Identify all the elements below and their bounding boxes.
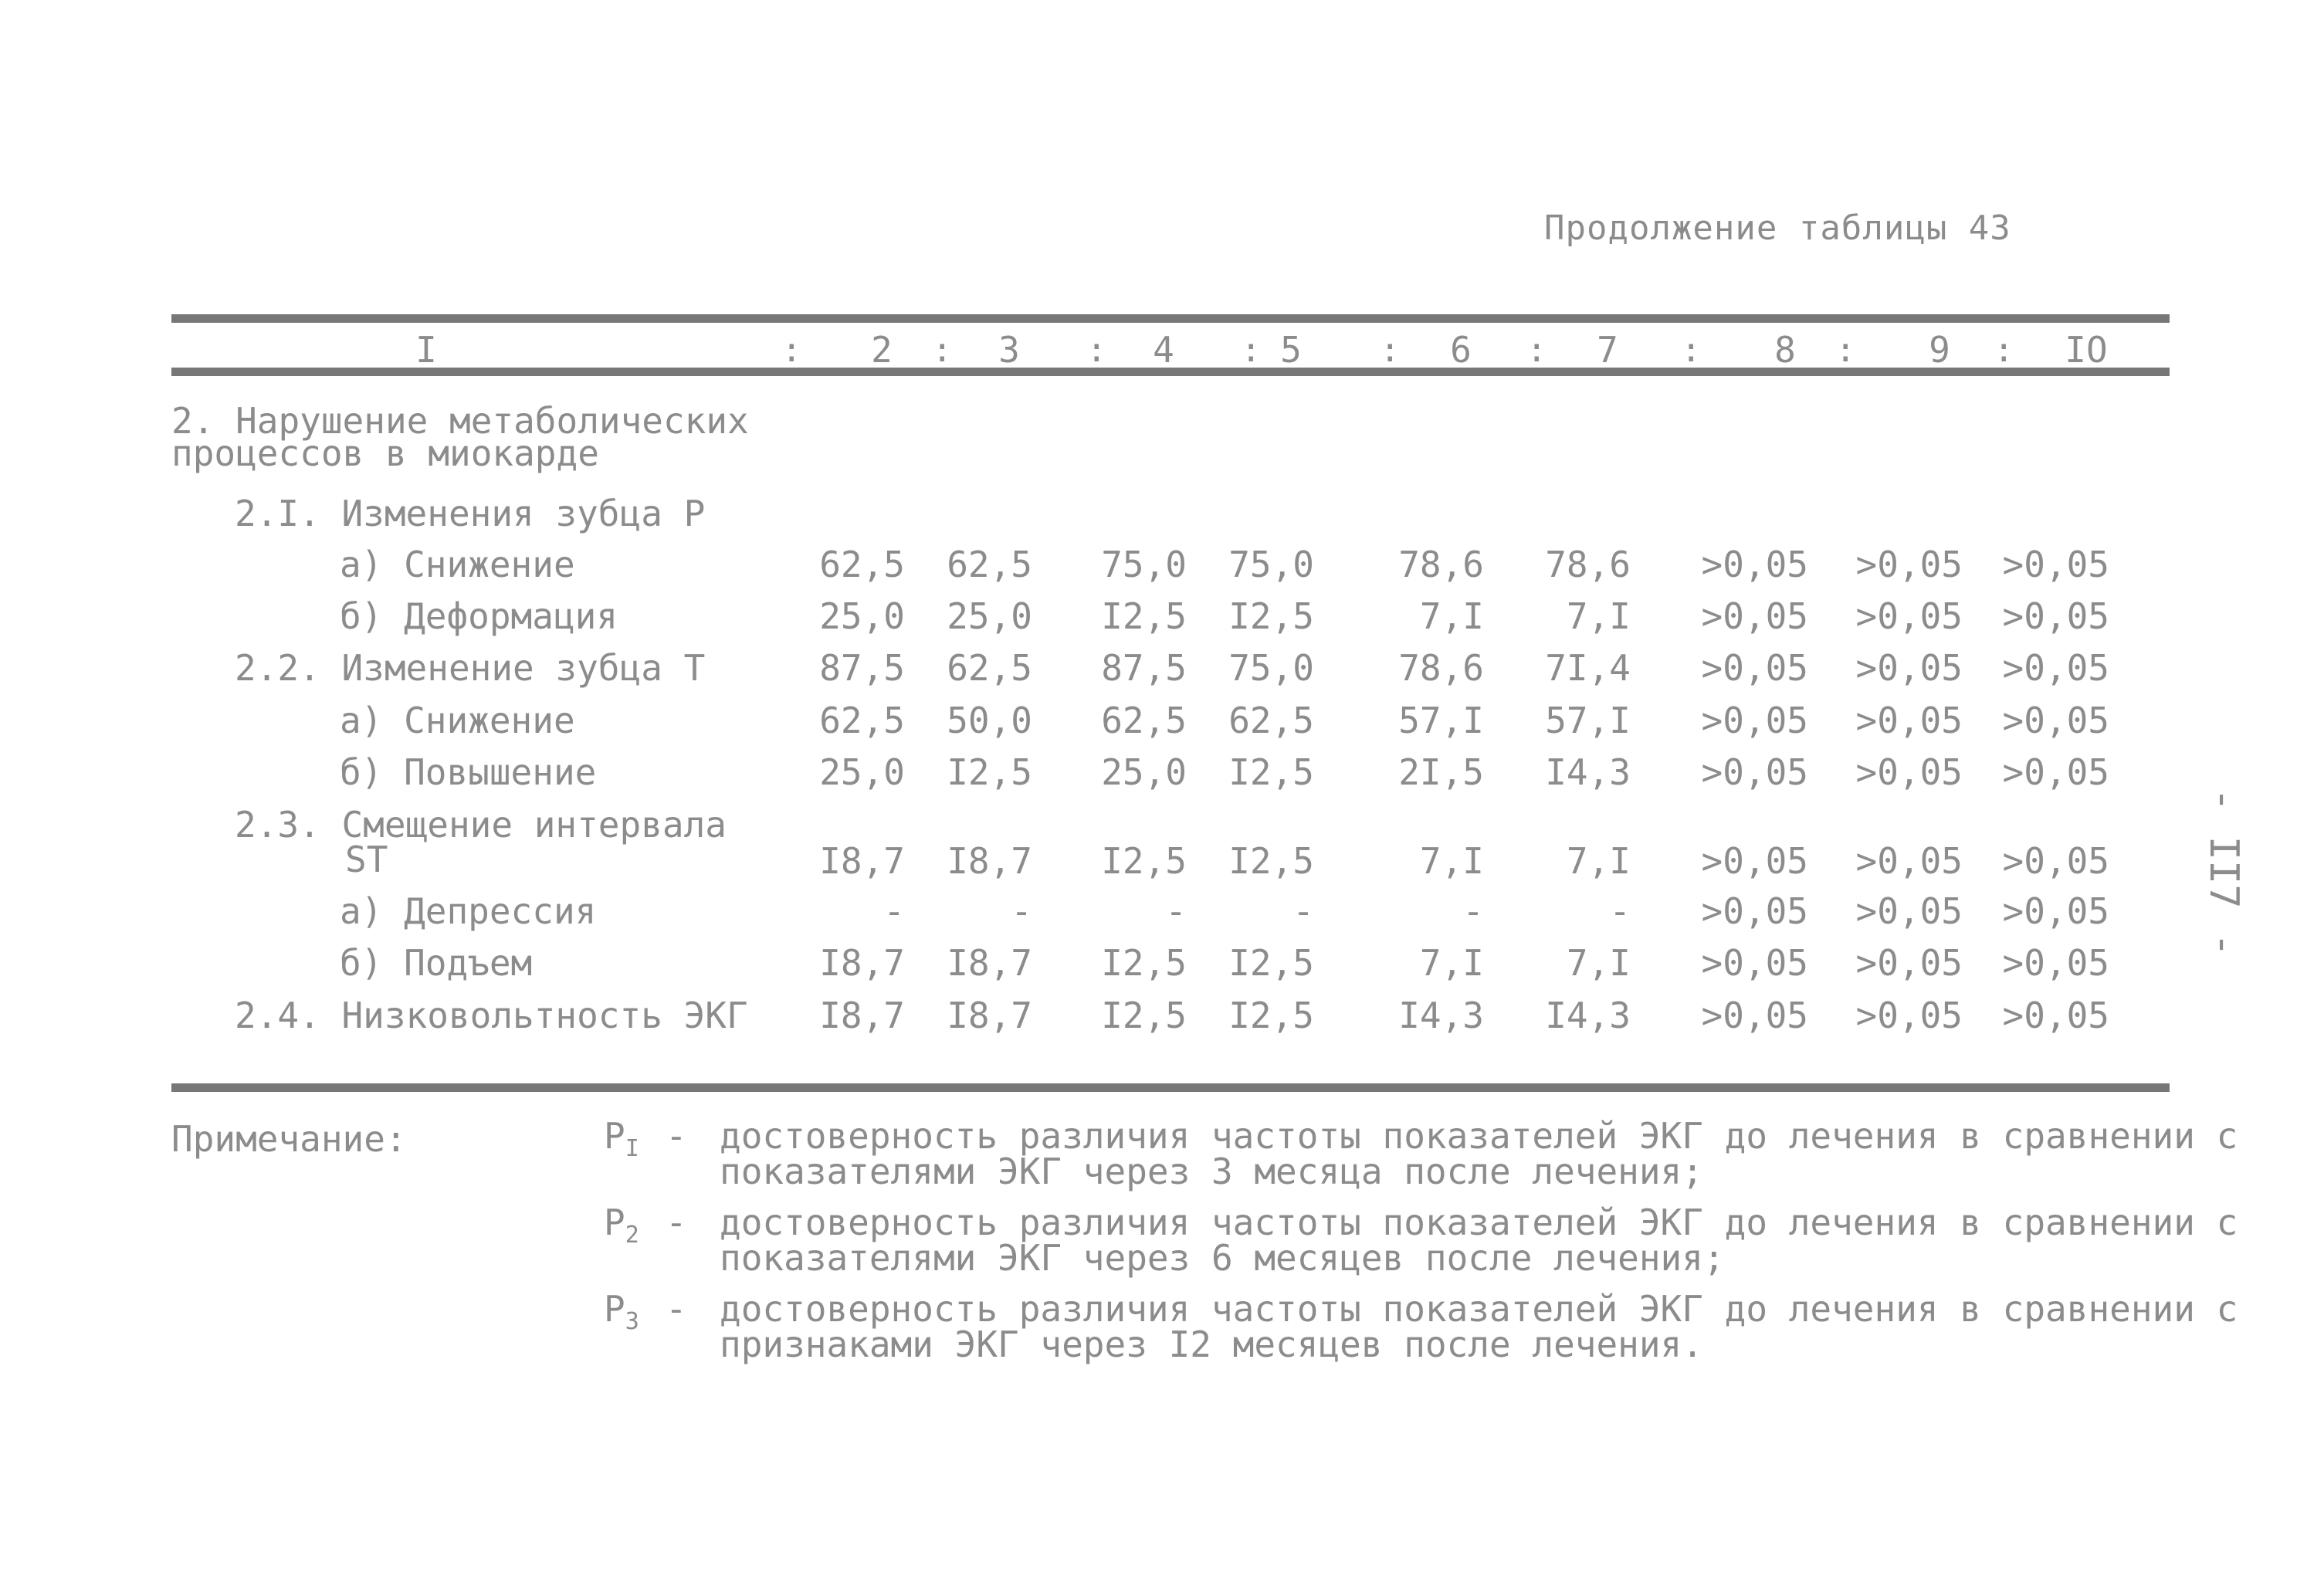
table-cell: -	[1011, 890, 1032, 932]
table-cell: I8,7	[947, 942, 1032, 984]
table-cell: >0,05	[1855, 595, 1963, 637]
table-cell: 78,6	[1398, 544, 1484, 585]
table-cell: >0,05	[1701, 890, 1808, 932]
table-cell: -	[1165, 890, 1187, 932]
header-cell: 4	[1153, 329, 1174, 371]
header-separator: :	[781, 330, 802, 370]
note-dash: -	[666, 1288, 687, 1330]
table-cell: -	[1462, 890, 1484, 932]
table-cell: 7,I	[1419, 840, 1484, 882]
table-cell: >0,05	[1701, 544, 1808, 585]
table-caption: Продолжение таблицы 43	[1544, 208, 2011, 248]
header-cell: 7	[1597, 329, 1618, 371]
notes-heading: Примечание:	[171, 1118, 407, 1160]
table-cell: 25,0	[819, 595, 905, 637]
table-cell: >0,05	[2002, 890, 2109, 932]
table-cell: >0,05	[1701, 840, 1808, 882]
note-line: достоверность различия частоты показателей ЭКГ до лечения в сравнении с	[720, 1288, 2238, 1330]
note-symbol: $P_3$	[604, 1288, 639, 1336]
table-cell: I2,5	[1228, 751, 1314, 793]
header-cell: 9	[1929, 329, 1950, 371]
table-cell: I2,5	[1228, 840, 1314, 882]
table-cell: 62,5	[819, 700, 905, 741]
table-cell: 78,6	[1545, 544, 1631, 585]
table-cell: 25,0	[947, 595, 1032, 637]
table-cell: >0,05	[1855, 544, 1963, 585]
row-label: 2.3. Смещение интервала	[235, 804, 727, 846]
table-cell: 62,5	[947, 544, 1032, 585]
row-label: a) Депрессия	[340, 890, 597, 932]
table-cell: >0,05	[2002, 840, 2109, 882]
table-cell: 7,I	[1566, 942, 1631, 984]
table-cell: 62,5	[1101, 700, 1187, 741]
table-cell: 62,5	[947, 647, 1032, 689]
table-cell: 75,0	[1228, 647, 1314, 689]
table-cell: 25,0	[1101, 751, 1187, 793]
data-table	[171, 0, 2170, 1081]
table-cell: I2,5	[1228, 942, 1314, 984]
table-cell: 7,I	[1419, 595, 1484, 637]
table-cell: 57,I	[1545, 700, 1631, 741]
table-cell: >0,05	[1701, 995, 1808, 1036]
bottom-rule	[171, 1083, 2170, 1092]
table-cell: I2,5	[1101, 595, 1187, 637]
row-label: б) Деформация	[340, 595, 618, 637]
table-cell: I2,5	[1101, 942, 1187, 984]
table-cell: 87,5	[1101, 647, 1187, 689]
row-label: б) Подъем	[340, 942, 533, 984]
table-cell: >0,05	[2002, 942, 2109, 984]
table-cell: >0,05	[2002, 647, 2109, 689]
header-cell: 5	[1280, 329, 1302, 371]
table-cell: >0,05	[1701, 647, 1808, 689]
header-separator: :	[1380, 330, 1401, 370]
table-cell: I2,5	[1101, 840, 1187, 882]
header-cell: 6	[1450, 329, 1472, 371]
table-cell: I2,5	[1228, 595, 1314, 637]
table-cell: 25,0	[819, 751, 905, 793]
table-cell: I2,5	[1101, 995, 1187, 1036]
table-cell: 50,0	[947, 700, 1032, 741]
note-item	[604, 1115, 2238, 1192]
header-separator: :	[1241, 330, 1262, 370]
table-cell: 7,I	[1566, 595, 1631, 637]
row-label: 2.4. Низковольтность ЭКГ	[235, 995, 748, 1036]
table-cell: >0,05	[2002, 595, 2109, 637]
row-label: 2.I. Изменения зубца P	[235, 493, 706, 534]
table-cell: I8,7	[819, 942, 905, 984]
header-cell: 2	[871, 329, 893, 371]
table-cell: >0,05	[2002, 751, 2109, 793]
table-cell: 75,0	[1101, 544, 1187, 585]
table-cell: >0,05	[1855, 890, 1963, 932]
note-line: показателями ЭКГ через 6 месяцев после лечения;	[720, 1237, 1725, 1279]
header-separator: :	[1681, 330, 1702, 370]
table-cell: >0,05	[1701, 751, 1808, 793]
table-cell: 7I,4	[1545, 647, 1631, 689]
table-cell: I4,3	[1398, 995, 1484, 1036]
note-text	[720, 1115, 2238, 1192]
table-cell: >0,05	[2002, 995, 2109, 1036]
note-dash: -	[666, 1202, 687, 1243]
row-label: a) Снижение	[340, 544, 575, 585]
table-cell: I8,7	[819, 995, 905, 1036]
table-cell: >0,05	[1855, 700, 1963, 741]
note-item	[604, 1288, 2238, 1365]
table-cell: I8,7	[819, 840, 905, 882]
table-cell: 78,6	[1398, 647, 1484, 689]
note-line: достоверность различия частоты показателей ЭКГ до лечения в сравнении с	[720, 1115, 2238, 1157]
note-line: признаками ЭКГ через I2 месяцев после лечения.	[720, 1324, 1703, 1365]
table-cell: -	[883, 890, 905, 932]
header-separator: :	[932, 330, 953, 370]
table-cell: >0,05	[1855, 995, 1963, 1036]
row-label: б) Повышение	[340, 751, 597, 793]
table-cell: >0,05	[2002, 700, 2109, 741]
row-label: 2. Нарушение метаболических	[171, 400, 749, 442]
note-item	[604, 1202, 2238, 1279]
note-line: показателями ЭКГ через 3 месяца после лечения;	[720, 1151, 1703, 1192]
table-cell: >0,05	[1855, 751, 1963, 793]
table-cell: -	[1292, 890, 1314, 932]
header-separator: :	[1086, 330, 1107, 370]
note-text	[720, 1288, 2238, 1365]
table-cell: >0,05	[1855, 840, 1963, 882]
header-cell: IO	[2065, 329, 2108, 371]
table-cell: 75,0	[1228, 544, 1314, 585]
header-separator: :	[1526, 330, 1547, 370]
table-cell: >0,05	[2002, 544, 2109, 585]
note-symbol: $P_2$	[604, 1202, 639, 1249]
header-cell: 3	[998, 329, 1020, 371]
table-cell: 7,I	[1566, 840, 1631, 882]
table-cell: I4,3	[1545, 751, 1631, 793]
table-cell: 57,I	[1398, 700, 1484, 741]
table-cell: 2I,5	[1398, 751, 1484, 793]
table-cell: 7,I	[1419, 942, 1484, 984]
table-cell: I8,7	[947, 995, 1032, 1036]
header-cell: 8	[1774, 329, 1796, 371]
table-cell: >0,05	[1701, 942, 1808, 984]
row-label: процессов в миокарде	[171, 432, 599, 474]
page-number: - II7 -	[2200, 788, 2247, 958]
header-cell: I	[415, 329, 437, 371]
header-separator: :	[1835, 330, 1856, 370]
note-text	[720, 1202, 2238, 1279]
table-cell: 62,5	[819, 544, 905, 585]
table-cell: >0,05	[1855, 942, 1963, 984]
table-cell: 87,5	[819, 647, 905, 689]
row-label: ST	[345, 839, 388, 880]
note-line: достоверность различия частоты показателей ЭКГ до лечения в сравнении с	[720, 1202, 2238, 1243]
row-label: a) Снижение	[340, 700, 575, 741]
table-cell: I8,7	[947, 840, 1032, 882]
table-cell: I2,5	[947, 751, 1032, 793]
table-cell: I2,5	[1228, 995, 1314, 1036]
table-cell: >0,05	[1701, 700, 1808, 741]
table-cell: >0,05	[1855, 647, 1963, 689]
table-cell: >0,05	[1701, 595, 1808, 637]
table-cell: 62,5	[1228, 700, 1314, 741]
note-dash: -	[666, 1115, 687, 1157]
table-cell: -	[1609, 890, 1631, 932]
table-cell: I4,3	[1545, 995, 1631, 1036]
row-label: 2.2. Изменение зубца T	[235, 647, 706, 689]
note-symbol: $P_I$	[604, 1115, 639, 1163]
header-separator: :	[1994, 330, 2014, 370]
